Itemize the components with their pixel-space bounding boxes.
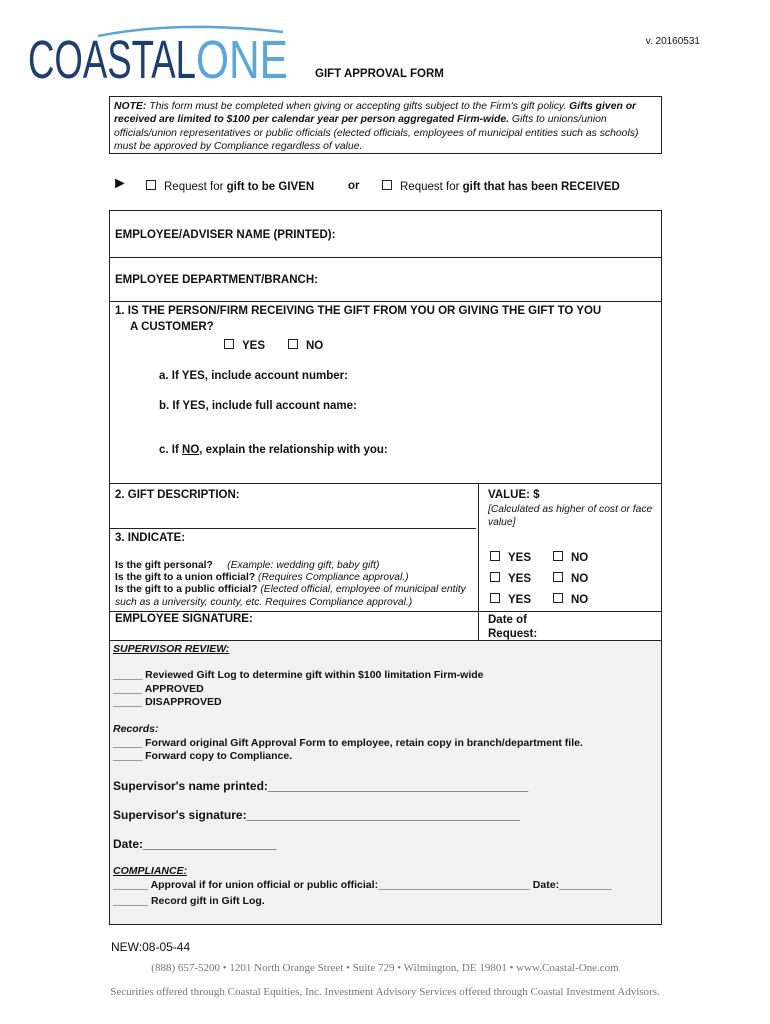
q1-no-checkbox[interactable] — [288, 339, 298, 349]
personal-no-checkbox[interactable] — [553, 551, 563, 561]
supervisor-signature-field[interactable]: Supervisor's signature:_________________________________________ — [113, 808, 521, 822]
personal-yes-option[interactable]: YES — [490, 551, 531, 564]
pointer-arrow-icon: ► — [112, 175, 128, 192]
q1-c-label: c. If NO, explain the relationship with you: — [159, 444, 388, 456]
public-yes-option[interactable]: YES — [490, 593, 531, 606]
supervisor-review-title: SUPERVISOR REVIEW: — [113, 643, 230, 655]
q1-yes-checkbox[interactable] — [224, 339, 234, 349]
union-no-checkbox[interactable] — [553, 572, 563, 582]
union-no-option[interactable]: NO — [553, 572, 588, 585]
footer-disclaimer: Securities offered through Coastal Equities, Inc. Investment Advisory Services offered through Coastal Investment Advisors. — [110, 986, 660, 998]
note-bold-limit: Gifts given or received are limited to $100 per calendar year per person aggregated Firm-wide. — [114, 101, 637, 126]
employee-name-label: EMPLOYEE/ADVISER NAME (PRINTED): — [115, 229, 336, 241]
request-received-option[interactable] — [382, 180, 620, 193]
public-no-option[interactable]: NO — [553, 593, 588, 606]
records-label: Records: — [113, 723, 159, 735]
indicate-label: 3. INDICATE: — [115, 532, 186, 544]
received-label: gift that has been RECEIVED — [462, 181, 620, 193]
logo-word-one: ONE — [196, 30, 288, 84]
employee-signature-label: EMPLOYEE SIGNATURE: — [115, 613, 253, 625]
value-note: [Calculated as higher of cost or face value] — [488, 504, 653, 528]
public-no-checkbox[interactable] — [553, 593, 563, 603]
compliance-approval-line[interactable]: ______ Approval if for union official or public official:__________________________ Date:_________ — [113, 879, 612, 891]
forward-original-line[interactable]: _____ Forward original Gift Approval Form to employee, retain copy in branch/department file. — [113, 737, 583, 749]
given-prefix: Request for — [164, 181, 224, 193]
date-of-request-label: Date of Request: — [488, 614, 538, 640]
received-prefix: Request for — [400, 181, 460, 193]
q1-yes-option[interactable]: YES — [224, 339, 265, 352]
form-number: NEW:08-05-44 — [111, 940, 191, 954]
form-table — [109, 210, 662, 641]
question-1-line-2: A CUSTOMER? — [130, 321, 214, 333]
union-yes-checkbox[interactable] — [490, 572, 500, 582]
indicate-personal: Is the gift personal? (Example: wedding gift, baby gift) — [115, 560, 380, 571]
gift-description-label: 2. GIFT DESCRIPTION: — [115, 489, 240, 501]
question-1-line-1: 1. IS THE PERSON/FIRM RECEIVING THE GIFT FROM YOU OR GIVING THE GIFT TO YOU — [115, 305, 602, 317]
q1-a-label: a. If YES, include account number: — [159, 370, 348, 382]
indicate-union: Is the gift to a union official? (Requires Compliance approval.) — [115, 572, 409, 583]
disapproved-line[interactable]: _____ DISAPPROVED — [113, 696, 222, 708]
logo-word-coastal: COASTAL — [28, 30, 196, 84]
personal-yes-checkbox[interactable] — [490, 551, 500, 561]
approved-line[interactable]: _____ APPROVED — [113, 683, 204, 695]
q1-b-label: b. If YES, include full account name: — [159, 400, 357, 412]
supervisor-date-field[interactable]: Date:____________________ — [113, 837, 277, 851]
note-label: NOTE: — [114, 101, 147, 112]
request-or: or — [348, 180, 360, 192]
supervisor-section — [109, 641, 662, 925]
note-text-2: Gifts to unions/union officials/union representatives or public officials (elected officials, employees of municipal entities such as schools) must be approved by Compliance regardless of value. — [114, 114, 639, 152]
q1-no-option[interactable]: NO — [288, 339, 323, 352]
department-label: EMPLOYEE DEPARTMENT/BRANCH: — [115, 274, 318, 286]
request-given-option[interactable] — [146, 180, 314, 193]
form-title: GIFT APPROVAL FORM — [315, 68, 444, 80]
given-label: gift to be GIVEN — [226, 181, 315, 193]
public-yes-checkbox[interactable] — [490, 593, 500, 603]
supervisor-name-field[interactable]: Supervisor's name printed:_______________________________________ — [113, 779, 529, 793]
compliance-record-line[interactable]: ______ Record gift in Gift Log. — [113, 895, 265, 907]
note-text-1: This form must be completed when giving or accepting gifts subject to the Firm's gift policy. — [149, 101, 567, 112]
version-label: v. 20160531 — [645, 36, 700, 47]
compliance-title: COMPLIANCE: — [113, 865, 188, 877]
union-yes-option[interactable]: YES — [490, 572, 531, 585]
footer-address: (888) 657-5200 • 1201 North Orange Street • Suite 729 • Wilmington, DE 19801 • www.Coastal-One.com — [151, 962, 619, 974]
coastalone-logo — [28, 22, 290, 84]
forward-copy-line[interactable]: _____ Forward copy to Compliance. — [113, 750, 293, 762]
given-checkbox[interactable] — [146, 180, 156, 190]
received-checkbox[interactable] — [382, 180, 392, 190]
note-box — [109, 96, 662, 154]
personal-no-option[interactable]: NO — [553, 551, 588, 564]
value-label: VALUE: $ — [488, 489, 540, 501]
indicate-public: Is the gift to a public official? (Elected official, employee of municipal entity such as a university, county, etc. Requires Compliance approval.) — [115, 584, 466, 608]
reviewed-gift-log-line[interactable]: _____ Reviewed Gift Log to determine gift within $100 limitation Firm-wide — [113, 669, 484, 681]
